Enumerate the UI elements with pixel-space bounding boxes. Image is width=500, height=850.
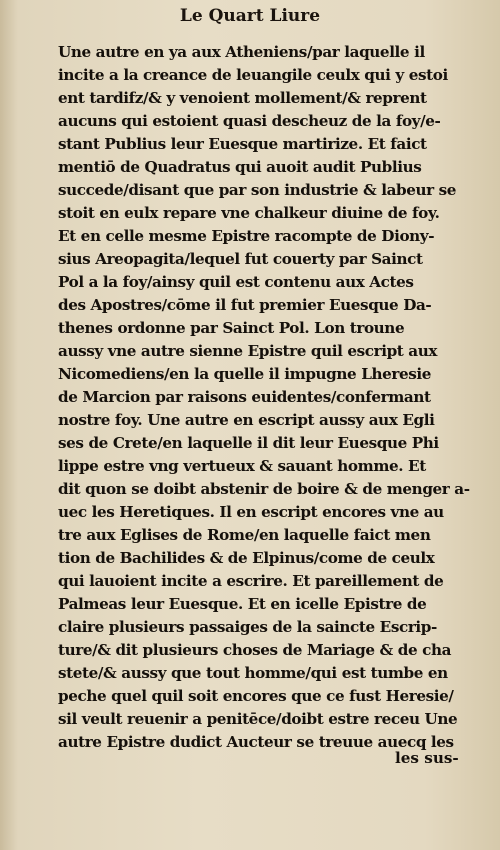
text-line: aussy vne autre sienne Epistre quil escript aux <box>58 342 438 360</box>
text-line: stant Publius leur Euesque martirize. Et faict <box>58 135 427 153</box>
catchword: les sus- <box>395 749 459 767</box>
body-text <box>58 41 478 754</box>
text-line: tre aux Eglises de Rome/en laquelle faict men <box>58 526 431 544</box>
text-line: ses de Crete/en laquelle il dit leur Euesque Phi <box>58 434 439 452</box>
text-line: Une autre en ya aux Atheniens/par laquelle il <box>58 43 425 61</box>
running-head: Le Quart Liure <box>179 6 321 26</box>
text-line: ent tardifz/& y venoient mollement/& reprent <box>58 89 427 107</box>
text-line: stoit en eulx repare vne chalkeur diuine de foy. <box>58 204 440 222</box>
text-line: Nicomediens/en la quelle il impugne Lheresie <box>58 365 432 383</box>
text-line: ture/& dit plusieurs choses de Mariage & de cha <box>58 641 452 659</box>
text-line: tion de Bachilides & de Elpinus/come de ceulx <box>58 549 435 567</box>
text-line: nostre foy. Une autre en escript aussy aux Egli <box>58 411 435 429</box>
text-line: stete/& aussy que tout homme/qui est tumbe en <box>58 664 448 682</box>
text-line: dit quon se doibt abstenir de boire & de menger a- <box>58 480 470 498</box>
text-line: thenes ordonne par Sainct Pol. Lon troune <box>58 319 405 337</box>
text-line: incite a la creance de leuangile ceulx qui y estoi <box>58 66 448 84</box>
text-line: mentiō de Quadratus qui auoit audit Publius <box>58 158 422 176</box>
text-line: peche quel quil soit encores que ce fust Heresie/ <box>58 687 454 705</box>
text-line: sil veult reuenir a penitēce/doibt estre receu Une <box>58 710 458 728</box>
text-line: Et en celle mesme Epistre racompte de Diony- <box>58 227 435 245</box>
text-line: des Apostres/cōme il fut premier Euesque Da- <box>58 296 432 314</box>
text-line: qui lauoient incite a escrire. Et pareillement de <box>58 572 444 590</box>
text-line: de Marcion par raisons euidentes/confermant <box>58 388 431 406</box>
text-line: aucuns qui estoient quasi descheuz de la foy/e- <box>58 112 441 130</box>
text-line: Pol a la foy/ainsy quil est contenu aux Actes <box>58 273 414 291</box>
text-line: lippe estre vng vertueux & sauant homme. Et <box>58 457 426 475</box>
text-line: succede/disant que par son industrie & labeur se <box>58 181 457 199</box>
text-line: uec les Heretiques. Il en escript encores vne au <box>58 503 444 521</box>
text-line: Palmeas leur Euesque. Et en icelle Epistre de <box>58 595 427 613</box>
text-line: claire plusieurs passaiges de la saincte Escrip- <box>58 618 437 636</box>
text-line: sius Areopagita/lequel fut couerty par Sainct <box>58 250 423 268</box>
text-line: autre Epistre dudict Aucteur se treuue auecq les <box>58 733 454 751</box>
